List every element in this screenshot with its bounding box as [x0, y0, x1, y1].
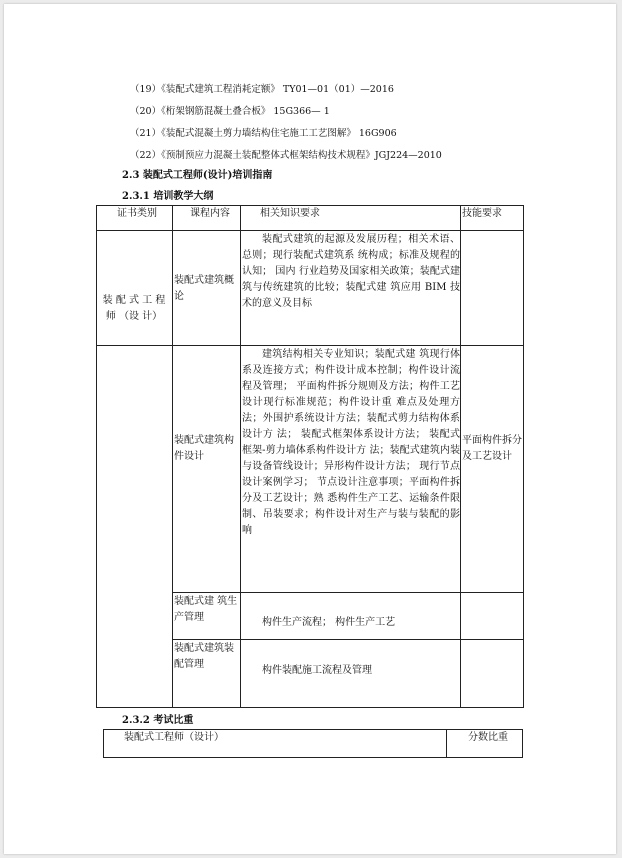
reference-21: （21）《装配式混凝土剪力墙结构住宅施工工艺图解》 16G906: [130, 128, 397, 139]
certificate-category: 装 配 式 工 程 师 （设 计）: [102, 295, 166, 322]
skill-component-design: 平面构件拆分及工艺设计: [462, 435, 522, 462]
reference-22: （22）《预制预应力混凝土装配整体式框架结构技术规程》JGJ224—2010: [130, 150, 442, 161]
section-title: 2.3 装配式工程师(设计)培训指南: [122, 170, 273, 181]
subsection-title-outline: 2.3.1 培训教学大纲: [122, 191, 214, 202]
document-page: [4, 4, 616, 854]
knowledge-production-management: 构件生产流程； 构件生产工艺: [262, 617, 396, 628]
course-component-design: 装配式建筑构件设计: [174, 435, 234, 462]
header-course: 课程内容: [190, 208, 230, 219]
knowledge-intro: 装配式建筑的起源及发展历程；相关术语、总则；现行装配式建筑系 统构成；标准及规程的认知； 国内 行业趋势及国家相关政策；装配式建筑与传统建筑的比较；装配式建 筑应用 BIM 技术的意义及目标: [242, 234, 460, 309]
exam-score-weight-label: 分数比重: [468, 732, 508, 743]
course-production-management: 装配式建 筑生产管理: [174, 596, 238, 623]
knowledge-component-design: 建筑结构相关专业知识；装配式建 筑现行体系及连接方式；构件设计成本控制；构件设计流程及管理； 平面构件拆分规则及方法；构件工艺设计现行标准规范；构件设计重 难点及处理方法；外围护系统设计方法；装配式剪力结构体系设计方 法； 装配式框架体系设计方法； 装配式框架-剪力墙体系构件设计方 法；装配式建筑内装与设备管线设计；异形构件设计方法； 现行节点设计案例学习； 节点设计注意事项；平面构件拆分及工艺设计；熟 悉构件生产工艺、运输条件限制、吊装要求；构件设计对生产与装与装配的影响: [242, 349, 460, 536]
course-intro: 装配式建筑概论: [174, 275, 234, 302]
reference-19: （19）《装配式建筑工程消耗定额》 TY01—01（01）—2016: [130, 84, 394, 95]
course-assembly-management: 装配式建筑装配管理: [174, 643, 234, 670]
header-certificate: 证书类别: [117, 208, 157, 219]
header-knowledge: 相关知识要求: [260, 208, 320, 219]
reference-20: （20）《桁架钢筋混凝土叠合板》 15G366— 1: [130, 106, 330, 117]
exam-certificate-label: 装配式工程师（设计）: [124, 732, 224, 743]
subsection-title-exam: 2.3.2 考试比重: [122, 715, 194, 726]
header-skill: 技能要求: [462, 208, 502, 219]
knowledge-assembly-management: 构件装配施工流程及管理: [262, 665, 372, 676]
